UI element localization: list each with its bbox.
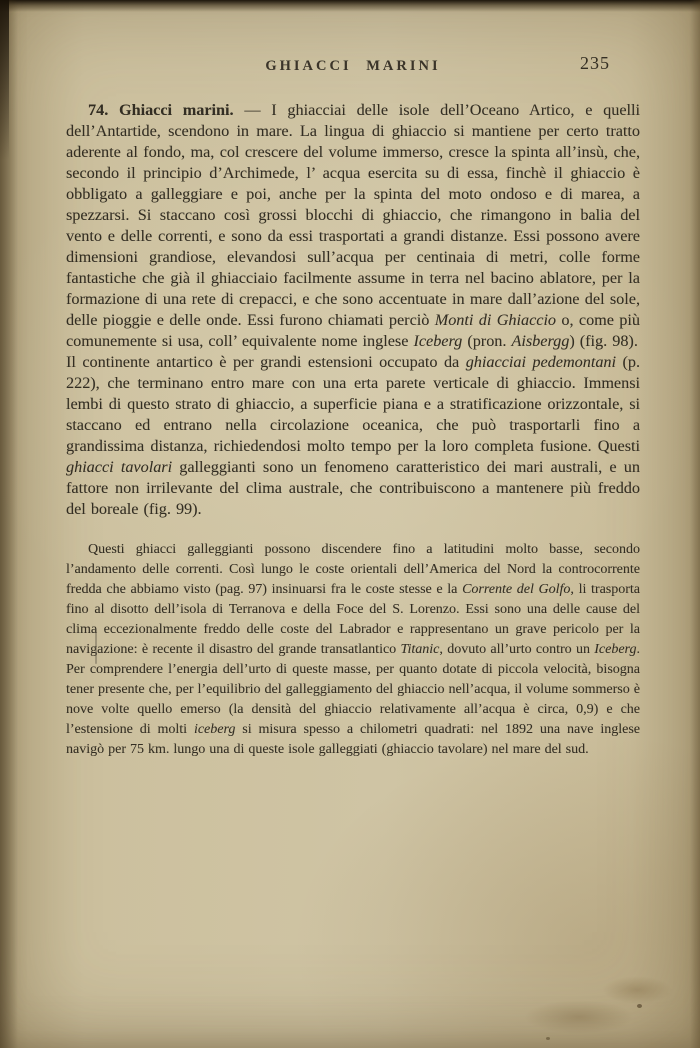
text-segment: — I ghiacciai delle isole dell’Oceano Artico, e quelli dell’Antartide, scendono in mare. La lingua di ghiaccio si mantiene per certo tratto aderente al fondo, ma, col crescere del volume immerso, cresce la spinta all’insù, che, secondo il principio d’Archimede, l’ acqua esercita su di essa, finchè il ghiaccio è obbligato a galleggiare e poi, anche per la spinta del moto ondoso e di marea, a spezzarsi. Si staccano così grossi blocchi di ghiaccio, che rimangono in balia del vento e delle correnti, e sono da essi trasportati a grandi distanze. Essi possono avere dimensioni grandiose, elevandosi sull’acqua per centinaia di metri, colle forme fantastiche che già il ghiacciaio facilmente assume in terra nel bacino ablatore, per la formazione di una rete di crepacci, e che sono accentuate in mare dall’azione del sole, delle pioggie e delle onde. Essi furono chiamati perciò — [66, 101, 640, 329]
text-segment: si misura spesso a chilometri quadrati: nel 1892 una nave inglese navigò per 75 km. lungo una di queste isole galleggiati (ghiaccio tavolare) nel mare del sud. — [66, 722, 640, 757]
paper-speck — [637, 1004, 642, 1008]
scan-corner-top-left — [0, 0, 9, 160]
paragraph-small-note — [66, 540, 640, 760]
text-segment: ghiacciai pedemontani — [465, 353, 617, 371]
running-header-title: GHIACCI MARINI — [265, 58, 441, 74]
text-segment: (p. 222), che terminano entro mare con una erta parete verticale di ghiaccio. Immensi lembi di questo strato di ghiaccio, a superficie piana e a stratificazione orizzontale, si staccano ed entrano nella circolazione oceanica, che può trasportarli fino a grandissima distanza, richiedendosi molto tempo per la loro completa fusione. Questi — [66, 353, 641, 455]
scan-edge-right — [690, 0, 700, 1048]
text-segment: galleggianti sono un fenomeno caratteristico dei mari australi, e un fattore non irrilevante del clima australe, che contribuiscono a mantenere più freddo del boreale (fig. 99). — [66, 458, 640, 518]
text-segment: Titanic — [400, 642, 440, 657]
paragraph-continente-antartico — [66, 352, 640, 520]
text-segment: ) (fig. 98). — [569, 332, 638, 350]
text-segment: Questi ghiacci galleggianti possono discendere fino a latitudini molto basse, secondo l’andamento delle correnti. Così lungo le coste orientali dell’America del Nord la controcorrente fredda che abbiamo visto (pag. 97) insinuarsi fra le coste stesse e la — [66, 542, 640, 597]
scan-edge-top — [0, 0, 700, 12]
text-segment: . Per comprendere l’energia dell’urto di queste masse, per quanto dotate di piccola velocità, bisogna tener presente che, per l’equilibrio del galleggiamento del ghiaccio nell’acqua, il volume sommerso è nove volte quello emerso (la densità del ghiaccio relativamente all’acqua è circa, 0,9) e che l’estensione di molti — [66, 642, 640, 737]
text-segment: Il continente antartico è per grandi estensioni occupato da — [66, 353, 466, 371]
paper-stain — [602, 976, 672, 1004]
text-segment: Monti di Ghiaccio — [434, 311, 557, 329]
text-segment: Iceberg — [413, 332, 463, 350]
scan-scratch-artifact — [95, 628, 97, 664]
text-segment: 74. Ghiacci marini. — [88, 101, 234, 119]
text-segment: o, come più comunemente si usa, coll’ equivalente nome inglese — [66, 311, 640, 350]
text-segment: (pron. — [462, 332, 512, 350]
running-header — [66, 53, 640, 78]
text-segment: iceberg — [193, 722, 236, 737]
paper-stain — [524, 1000, 634, 1034]
text-segment: , li trasporta fino al disotto dell’isola di Terranova e della Foce del S. Lorenzo. Essi sono una delle cause del clima eccezionalmente freddo delle coste del Labrador e rappresentano un grave pericolo per la navigazione: è recente il disastro del grande transatlantico — [66, 582, 641, 657]
text-segment: , dovuto all’urto contro un — [439, 642, 595, 657]
page-number: 235 — [580, 53, 610, 73]
paragraph-ghiacci-marini — [66, 100, 640, 352]
text-segment: Corrente del Golfo — [462, 582, 571, 597]
text-segment: ghiacci tavolari — [66, 458, 173, 476]
text-segment: Iceberg — [594, 642, 637, 657]
paper-speck — [546, 1037, 550, 1040]
text-segment: Aisbergg — [511, 332, 570, 350]
